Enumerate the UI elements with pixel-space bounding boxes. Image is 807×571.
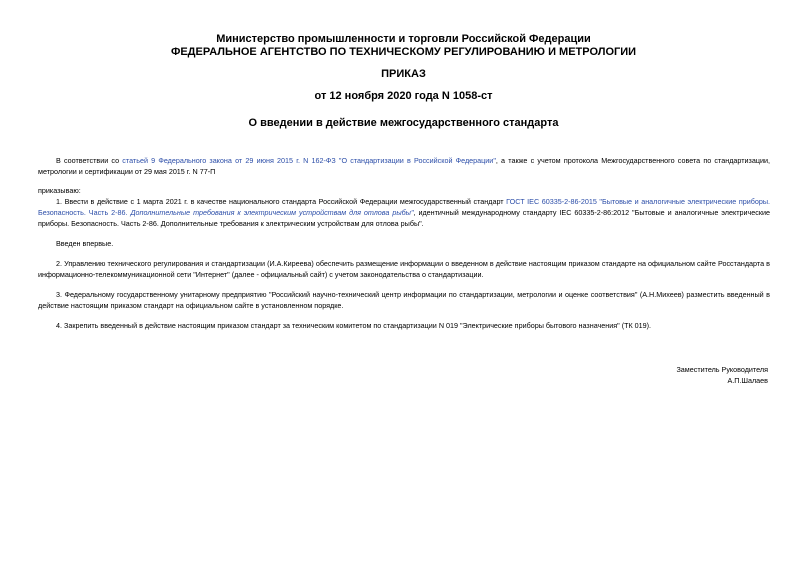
paragraph-item-1 — [38, 196, 770, 229]
ministry-name: Министерство промышленности и торговли Российской Федерации — [216, 33, 591, 45]
law-link[interactable]: статьей 9 Федерального закона от 29 июня 2015 г. N 162-ФЗ "О стандартизации в Российской Федерации" — [122, 156, 496, 165]
paragraph-preamble — [38, 155, 770, 177]
item-1-prefix: 1. Ввести в действие с 1 марта 2021 г. в качестве национального стандарта Российской Федерации межгосударственный стандарт — [56, 197, 507, 206]
item-4-text: 4. Закрепить введенный в действие настоящим приказом стандарт за техническим комитетом по стандартизации N 019 "Электрические приборы бытового назначения" (ТК 019). — [56, 321, 652, 330]
paragraph-item-4 — [38, 320, 770, 331]
document-title: О введении в действие межгосударственного стандарта — [248, 117, 559, 129]
document-type: ПРИКАЗ — [381, 68, 426, 80]
signature-name: А.П.Шалаев — [727, 376, 768, 385]
paragraph-order — [38, 185, 770, 196]
preamble-prefix: В соответствии со — [56, 156, 123, 165]
standard-link-italic: Дополнительные требования к электрическим устройствам для отлова рыбы" — [127, 208, 414, 217]
item-1-suffix: , идентичный международному стандарту IEC 60335-2-86:2012 "Бытовые и аналогичные электрические приборы. Безопасность. Часть 2-86. Дополнительные требования к электрическим устройствам для отлова рыбы". — [38, 208, 770, 228]
order-text: приказываю: — [38, 186, 81, 195]
paragraph-item-3 — [38, 289, 770, 311]
paragraph-item-2 — [38, 258, 770, 280]
agency-name: ФЕДЕРАЛЬНОЕ АГЕНТСТВО ПО ТЕХНИЧЕСКОМУ РЕГУЛИРОВАНИЮ И МЕТРОЛОГИИ — [170, 46, 637, 58]
signature-position: Заместитель Руководителя — [676, 365, 768, 374]
item-3-text: 3. Федеральному государственному унитарному предприятию "Российский научно-технический центр информации по стандартизации, метрологии и оценке соответствия" (А.Н.Михеев) разместить введенный в действие настоящим приказом стандарт на официальном сайте в установленном порядке. — [38, 290, 770, 310]
standard-link-text: ГОСТ IEC 60335-2-86-2015 "Бытовые и аналогичные электрические приборы. Безопасность. Часть 2-86. — [38, 197, 770, 217]
preamble-suffix: , а также с учетом протокола Межгосударственного совета по стандартизации, метрологии и сертификации от 29 мая 2015 г. N 77-П — [38, 156, 770, 176]
document-date-number: от 12 ноября 2020 года N 1058-ст — [314, 90, 493, 102]
paragraph-introduced — [38, 238, 770, 249]
item-2-text: 2. Управлению технического регулирования и стандартизации (И.А.Киреева) обеспечить размещение информации о введенном в действие настоящим приказом стандарте на официальном сайте Росстандарта в информационно-телекоммуникационной сети "Интернет" (далее - официальный сайт) с учетом законодательства о стандартизации. — [38, 259, 770, 279]
introduced-text: Введен впервые. — [56, 239, 114, 248]
